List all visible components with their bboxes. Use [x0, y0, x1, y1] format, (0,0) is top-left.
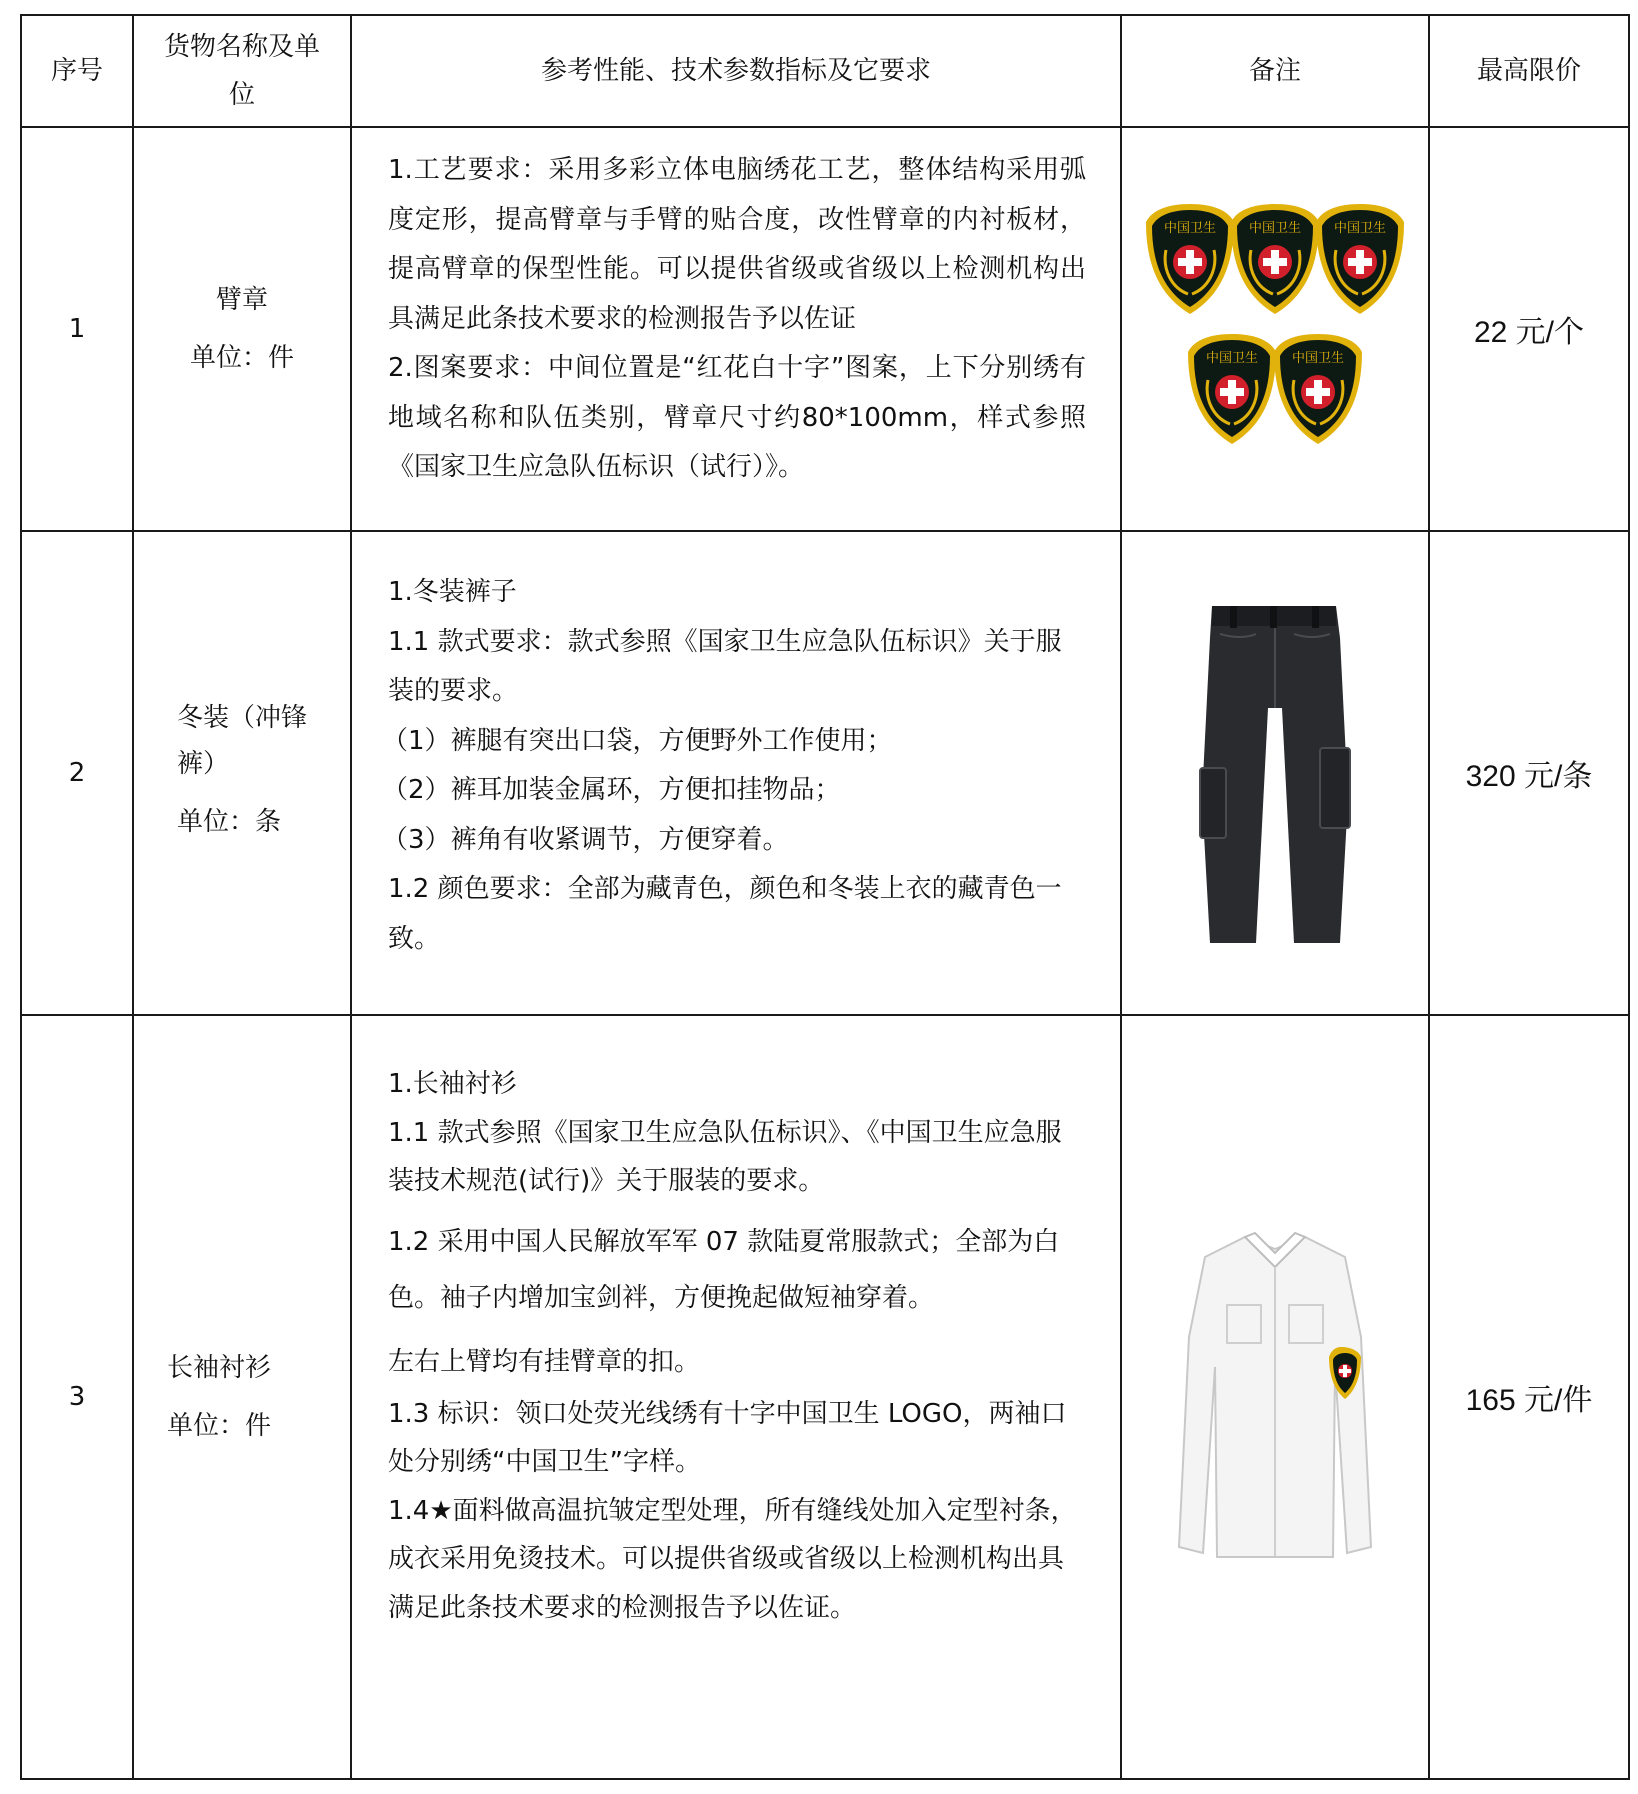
header-index: 序号 — [21, 15, 133, 127]
spec-cell — [351, 531, 1121, 1015]
item-name: 长袖衬衫 — [167, 1353, 272, 1383]
spec-line: 1.1 款式参照《国家卫生应急队伍标识》、《中国卫生应急服装技术规范(试行)》关于服装的要求。 — [388, 1117, 1062, 1196]
item-unit: 单位：件 — [189, 343, 294, 373]
patch-label: 中国卫生 — [1205, 351, 1259, 366]
table-row — [21, 531, 1629, 1015]
patch-label: 中国卫生 — [1248, 221, 1302, 236]
header-name-text: 货物名称及单位 — [163, 32, 320, 110]
spec-line: 左右上臂均有挂臂章的扣。 — [388, 1346, 701, 1377]
spec-line: 1.冬装裤子 — [388, 577, 517, 607]
item-name: 臂章 — [215, 285, 268, 315]
white-shirt-icon — [1175, 1227, 1375, 1567]
note-cell — [1121, 531, 1429, 1015]
item-unit: 单位：件 — [167, 1411, 272, 1441]
spec-line: （1）裤腿有突出口袋，方便野外工作使用； — [382, 725, 893, 756]
patch-label: 中国卫生 — [1291, 351, 1345, 366]
price-cell: 165 元/件 — [1429, 1015, 1629, 1779]
header-note: 备注 — [1121, 15, 1429, 127]
spec-line: 1.3 标识：领口处荧光线绣有十字中国卫生 LOGO，两袖口处分别绣“中国卫生”字样。 — [388, 1398, 1067, 1477]
price-cell: 320 元/条 — [1429, 531, 1629, 1015]
row-name-cell — [133, 127, 351, 531]
price-cell: 22 元/个 — [1429, 127, 1629, 531]
table-row — [21, 127, 1629, 531]
winter-pants-icon — [1190, 598, 1360, 948]
spec-line: 1.工艺要求：采用多彩立体电脑绣花工艺，整体结构采用弧度定形，提高臂章与手臂的贴合度，改性臂章的内衬板材，提高臂章的保型性能。可以提供省级或省级以上检测机构出具满足此条技术要求的检测报告予以佐证 — [388, 155, 1086, 334]
spec-line: 1.2 采用中国人民解放军军 07 款陆夏常服款式；全部为白色。袖子内增加宝剑袢，方便挽起做短袖穿着。 — [388, 1226, 1060, 1313]
row-name-cell — [133, 531, 351, 1015]
spec-line: 1.1 款式要求：款式参照《国家卫生应急队伍标识》关于服装的要求。 — [388, 626, 1062, 706]
header-spec: 参考性能、技术参数指标及它要求 — [351, 15, 1121, 127]
spec-cell — [351, 1015, 1121, 1779]
spec-line: 1.长袖衬衫 — [388, 1069, 517, 1099]
note-cell — [1121, 1015, 1429, 1779]
spec-line: 1.4★面料做高温抗皱定型处理，所有缝线处加入定型衬条，成衣采用免烫技术。可以提供省级或省级以上检测机构出具满足此条技术要求的检测报告予以佐证。 — [388, 1495, 1077, 1623]
spec-cell — [351, 127, 1121, 531]
note-cell — [1121, 127, 1429, 531]
row-index: 2 — [21, 531, 133, 1015]
row-index: 3 — [21, 1015, 133, 1779]
item-unit: 单位：条 — [177, 807, 282, 837]
spec-line: （2）裤耳加装金属环，方便扣挂物品； — [382, 775, 841, 805]
item-name: 冬装（冲锋裤） — [177, 703, 308, 779]
patch-label: 中国卫生 — [1333, 221, 1387, 236]
spec-line: （3）裤角有收紧调节，方便穿着。 — [382, 824, 789, 855]
header-name — [133, 15, 351, 127]
spec-line: 1.2 颜色要求：全部为藏青色，颜色和冬装上衣的藏青色一致。 — [388, 874, 1062, 954]
armband-patches-icon — [1140, 184, 1410, 474]
header-price: 最高限价 — [1429, 15, 1629, 127]
table-row — [21, 1015, 1629, 1779]
procurement-table — [20, 14, 1630, 1780]
row-index: 1 — [21, 127, 133, 531]
spec-line: 2.图案要求：中间位置是“红花白十字”图案，上下分别绣有地域名称和队伍类别，臂章尺寸约80*100mm，样式参照《国家卫生应急队伍标识（试行）》。 — [388, 353, 1086, 482]
patch-label: 中国卫生 — [1163, 221, 1217, 236]
row-name-cell — [133, 1015, 351, 1779]
header-row — [21, 15, 1629, 127]
